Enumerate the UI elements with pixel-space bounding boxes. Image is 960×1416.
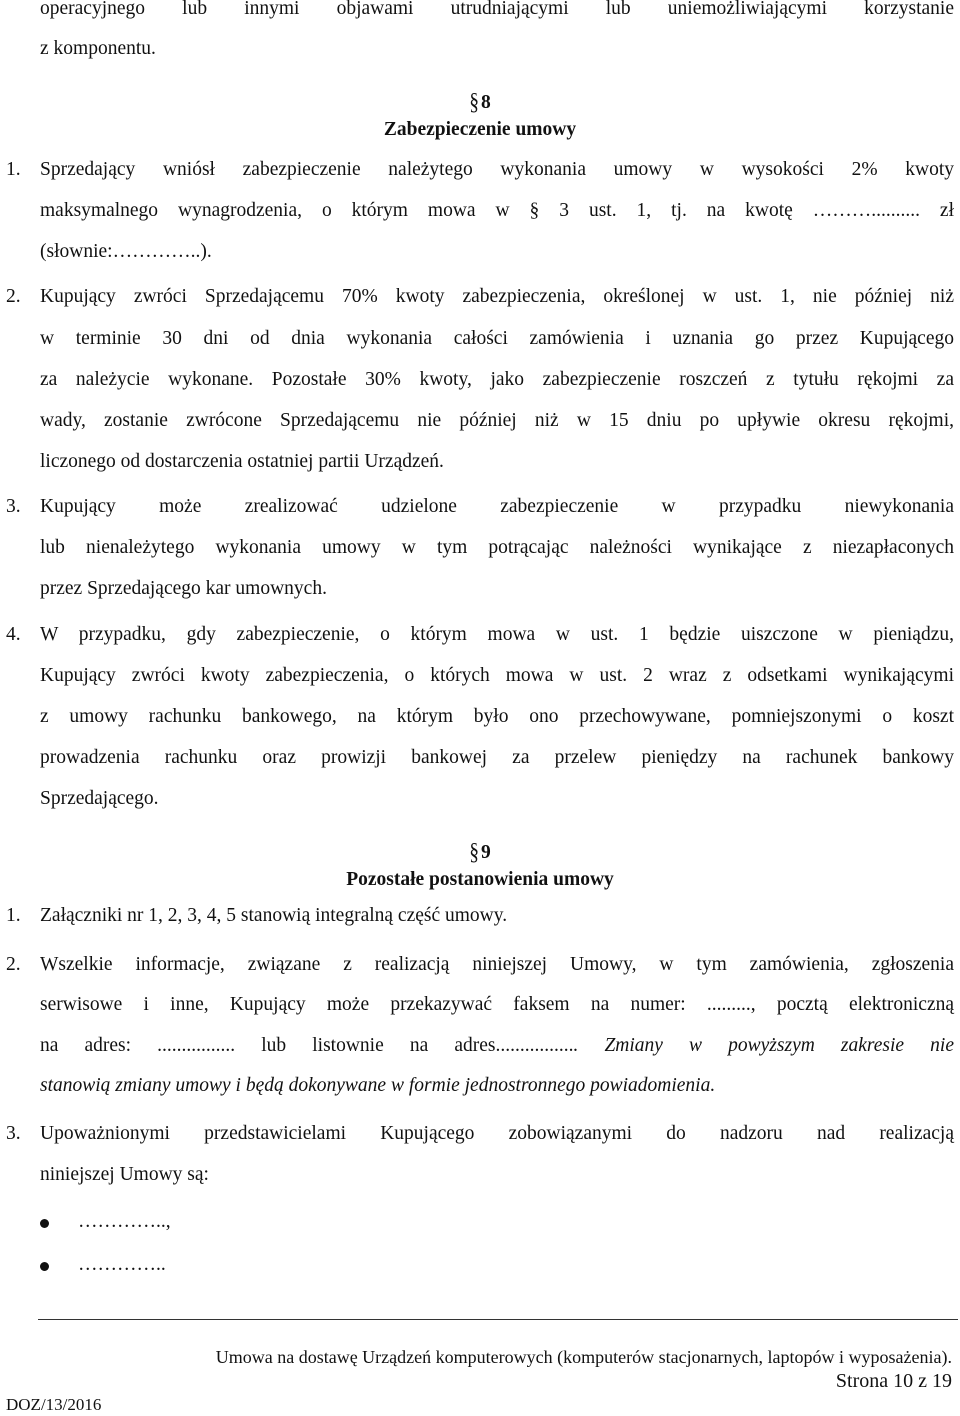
item-number: 2.: [6, 954, 21, 975]
paragraph-line: liczonego od dostarczenia ostatniej partii Urządzeń.: [40, 451, 444, 472]
list-item: …………..: [78, 1254, 166, 1275]
section-title: Zabezpieczenie umowy: [383, 119, 577, 140]
paragraph-line: z umowy rachunku bankowego, na którym było ono przechowywane, pomniejszonymi o koszt: [40, 706, 954, 727]
section-number: [0, 840, 960, 866]
paragraph-line: wady, zostanie zwrócone Sprzedającemu nie później niż w 15 dniu po upływie okresu rękojmi,: [40, 410, 954, 431]
paragraph-line: Wszelkie informacje, związane z realizacją niniejszej Umowy, w tym zamówienia, zgłoszenia: [40, 954, 954, 975]
paragraph-line: (słownie:…………..).: [40, 241, 212, 262]
paragraph-line: z komponentu.: [40, 38, 156, 59]
plain-text: na adres: ................ lub listownie na adres................: [40, 1035, 574, 1056]
item-number: 4.: [6, 624, 21, 645]
paragraph-line: W przypadku, gdy zabezpieczenie, o którym mowa w ust. 1 będzie uiszczone w pieniądzu,: [40, 624, 954, 645]
paragraph-line: [40, 1033, 954, 1059]
paragraph-line: za należycie wykonane. Pozostałe 30% kwoty, jako zabezpieczenie roszczeń z tytułu rękojmi za: [40, 369, 954, 390]
section-symbol: §: [469, 89, 479, 116]
item-number: 2.: [6, 286, 21, 307]
paragraph-line: prowadzenia rachunku oraz prowizji bankowej za przelew pieniędzy na rachunek bankowy: [40, 747, 954, 768]
item-number: 1.: [6, 905, 21, 926]
paragraph-line: Upoważnionymi przedstawicielami Kupującego zobowiązanymi do nadzoru nad realizacją: [40, 1123, 954, 1144]
item-number: 1.: [6, 159, 21, 180]
list-item: …………..,: [78, 1211, 171, 1232]
paragraph-line: Załączniki nr 1, 2, 3, 4, 5 stanowią integralną część umowy.: [40, 905, 508, 926]
paragraph-line: Sprzedającego.: [40, 788, 159, 809]
item-number: 3.: [6, 1123, 21, 1144]
bullet-marker: [40, 1219, 49, 1228]
paragraph-line: operacyjnego lub innymi objawami utrudniającymi lub uniemożliwiającymi korzystanie: [40, 0, 954, 19]
footer-divider: [38, 1319, 958, 1320]
paragraph-line: przez Sprzedającego kar umownych.: [40, 578, 327, 599]
section-number: [0, 90, 960, 116]
paragraph-line: w terminie 30 dni od dnia wykonania całości zamówienia i uznania go przez Kupującego: [40, 328, 954, 349]
section-number-value: 9: [481, 842, 491, 863]
paragraph-line: Kupujący zwróci Sprzedającemu 70% kwoty zabezpieczenia, określonej w ust. 1, nie później niż: [40, 286, 954, 307]
item-number: 3.: [6, 496, 21, 517]
bullet-marker: [40, 1262, 49, 1271]
footer-contract-title: Umowa na dostawę Urządzeń komputerowych (komputerów stacjonarnych, laptopów i wyposażenia).: [215, 1347, 952, 1367]
paragraph-line: Kupujący może zrealizować udzielone zabezpieczenie w przypadku niewykonania: [40, 496, 954, 517]
section-title: Pozostałe postanowienia umowy: [346, 869, 614, 890]
section-number-value: 8: [481, 92, 491, 113]
section-symbol: §: [469, 839, 479, 866]
paragraph-line: maksymalnego wynagrodzenia, o którym mowa w § 3 ust. 1, tj. na kwotę ……….......... zł: [40, 200, 954, 221]
footer-page-number: Strona 10 z 19: [835, 1370, 952, 1392]
paragraph-line: Sprzedający wniósł zabezpieczenie należytego wykonania umowy w wysokości 2% kwoty: [40, 159, 954, 180]
paragraph-line: niniejszej Umowy są:: [40, 1164, 209, 1185]
footer-doc-id: DOZ/13/2016: [6, 1395, 102, 1414]
italic-text: . Zmiany w powyższym zakresie nie: [573, 1035, 954, 1056]
paragraph-line: stanowią zmiany umowy i będą dokonywane w formie jednostronnego powiadomienia.: [40, 1075, 716, 1096]
paragraph-line: lub nienależytego wykonania umowy w tym potrącając należności wynikające z niezapłaconych: [40, 537, 954, 558]
paragraph-line: Kupujący zwróci kwoty zabezpieczenia, o których mowa w ust. 2 wraz z odsetkami wynikającymi: [40, 665, 954, 686]
paragraph-line: serwisowe i inne, Kupujący może przekazywać faksem na numer: ........., pocztą elektroniczną: [40, 994, 954, 1015]
